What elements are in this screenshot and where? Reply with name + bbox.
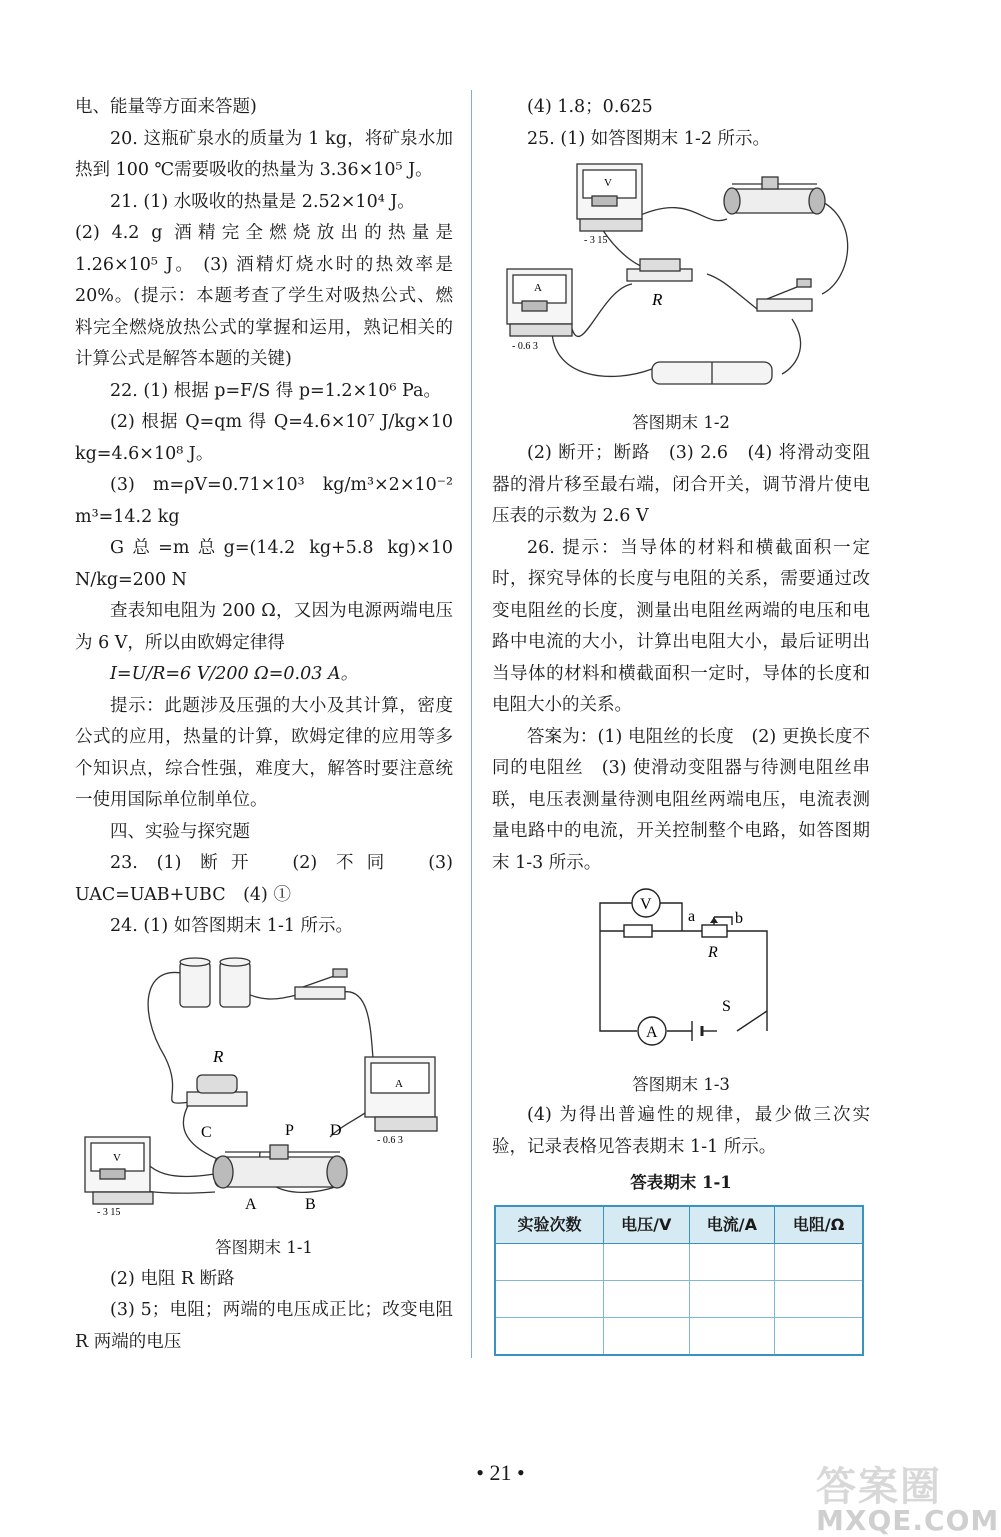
fig2-ammeter-face: A [534,282,542,294]
right-column [492,92,870,1356]
fig1-voltmeter-face: V [113,1151,121,1164]
section-heading: 四、实验与探究题 [110,821,250,842]
text-q25a: 25. (1) 如答图期末 1-2 所示。 [527,128,771,149]
fig3-label-point-a: a [688,908,696,925]
fig1-ammeter-ticks: - 0.6 3 [377,1134,403,1146]
figure-1-3 [492,883,870,1065]
table-header-row [495,1206,863,1244]
table-cell [604,1243,690,1280]
text-q22g: 提示：此题涉及压强的大小及其计算，密度公式的应用，热量的计算，欧姆定律的应用等多个知识点，综合性强，难度大，解答时要注意统一使用国际单位制单位。 [75,695,453,810]
fig3-label-a: A [646,1024,658,1041]
left-column [75,92,453,1358]
fig1-label-p: P [285,1121,294,1139]
text-q22f: I=U/R=6 V/200 Ω=0.03 A。 [110,664,359,684]
watermark-top: 答案圈 [816,1464,942,1510]
rheostat-icon [724,177,825,214]
table-title: 答表期末 1-1 [630,1173,732,1192]
column-divider [471,90,472,1358]
record-table [494,1205,864,1356]
text-q26a: 26. 提示：当导体的材料和横截面积一定时，探究导体的长度与电阻的关系，需要通过改变电阻丝的长度，测量出电阻丝两端的电压和电路中电流的大小，计算出电阻大小，最后证明出当导体的材料和横截面积一定时，导体的长度和电阻大小的关系。 [492,537,870,715]
circuit-diagram-2 [492,159,870,391]
fig1-label-r: R [213,1046,224,1066]
table-cell [495,1280,604,1317]
table-row [495,1280,863,1317]
resistor-icon [627,259,692,281]
text-q26c: (4) 为得出普遍性的规律，最少做三次实验，记录表格见答表期末 1-1 所示。 [492,1105,870,1157]
table-header-cell: 电压/V [604,1206,690,1244]
fig3-label-r: R [708,944,718,961]
resistor-icon [187,1075,247,1106]
text-q25b: (2) 断开；断路 (3) 2.6 (4) 将滑动变阻器的滑片移至最右端，闭合开关，调节滑片使电压表的示数为 2.6 V [492,443,870,526]
table-cell [689,1317,775,1355]
text-q24c: (3) 5；电阻；两端的电压成正比；改变电阻 R 两端的电压 [75,1300,453,1352]
fig2-label-r: R [652,290,663,309]
fig1-ammeter-face: A [395,1077,403,1090]
figure-caption-1: 答图期末 1-1 [215,1238,313,1257]
table-cell [604,1317,690,1355]
fig3-label-s: S [722,998,731,1015]
voltmeter-icon [85,1137,153,1204]
text-q24d: (4) 1.8；0.625 [527,97,653,117]
table-cell [689,1280,775,1317]
table-cell [495,1317,604,1355]
fig1-label-b: B [305,1195,316,1213]
text-p1: 电、能量等方面来答题) [75,97,257,117]
table-row [495,1317,863,1355]
figure-1-2 [492,159,870,403]
text-q23: 23. (1) 断开 (2) 不同 (3) UAC=UAB+UBC (4) ① [75,853,453,905]
table-cell [689,1243,775,1280]
text-q24a: 24. (1) 如答图期末 1-1 所示。 [110,916,354,936]
table-cell [775,1280,863,1317]
text-q22b: (2) 根据 Q=qm 得 Q=4.6×10⁷ J/kg×10 kg=4.6×10⁸ J。 [75,412,453,464]
figure-caption-2: 答图期末 1-2 [632,412,730,432]
slider-arrow-icon [710,917,718,923]
ammeter-icon [507,269,572,336]
table-header-cell: 电阻/Ω [775,1206,863,1244]
battery-icon [180,958,250,1007]
watermark-bottom: MXQE.COM [816,1504,1000,1537]
text-q26b: 答案为：(1) 电阻丝的长度 (2) 更换长度不同的电阻丝 (3) 使滑动变阻器与待测电阻丝串联，电压表测量待测电阻丝两端电压，电流表测量电路中的电流，开关控制整个电路，如答图期末 1-3 所示。 [492,726,870,873]
switch-icon [295,969,347,999]
ammeter-icon [365,1057,437,1131]
table-cell [495,1243,604,1280]
fig1-label-a: A [245,1195,257,1213]
circuit-diagram-3 [492,883,870,1053]
text-q21a: 21. (1) 水吸收的热量是 2.52×10⁴ J。 [110,191,415,212]
fig3-label-v: V [640,896,652,913]
figure-1-1 [75,947,453,1229]
table-cell [604,1280,690,1317]
text-q22d: G总=m总g=(14.2 kg+5.8 kg)×10 N/kg=200 N [75,538,453,590]
text-q21b: (2) 4.2 g 酒精完全燃烧放出的热量是 1.26×10⁵ J。 (3) 酒精灯烧水时的热效率是 20%。(提示：本题考查了学生对吸热公式、燃料完全燃烧放热公式的掌握和运用，熟记相关的计算公式是解答本题的关键) [75,223,453,369]
text-q24b: (2) 电阻 R 断路 [110,1268,235,1289]
text-q22a: 22. (1) 根据 p=F/S 得 p=1.2×10⁶ Pa。 [110,380,441,401]
table-header-cell: 实验次数 [495,1206,604,1244]
table-cell [775,1317,863,1355]
switch-icon [757,279,812,311]
text-q22c: (3) m=ρV=0.71×10³ kg/m³×2×10⁻² m³=14.2 kg [75,475,453,527]
fig1-label-c: C [201,1123,212,1141]
figure-caption-3: 答图期末 1-3 [632,1074,730,1094]
table-cell [775,1243,863,1280]
text-q20: 20. 这瓶矿泉水的质量为 1 kg，将矿泉水加热到 100 ℃需要吸收的热量为 3.36×10⁵ J。 [75,128,453,180]
watermark-logo [816,1455,1000,1537]
fig1-voltmeter-ticks: - 3 15 [97,1206,121,1217]
rheostat-icon [213,1145,347,1188]
fig3-label-point-b: b [735,910,743,927]
table-row [495,1243,863,1280]
table-header-cell: 电流/A [689,1206,775,1244]
page-number: • 21 • [476,1460,525,1485]
fig1-label-d: D [330,1121,342,1139]
text-q22e: 查表知电阻为 200 Ω，又因为电源两端电压为 6 V，所以由欧姆定律得 [75,601,453,653]
fig2-voltmeter-face: V [604,177,612,189]
fig2-ammeter-ticks: - 0.6 3 [512,341,538,352]
voltmeter-icon [577,164,642,231]
circuit-diagram-1 [75,947,453,1217]
fig2-voltmeter-ticks: - 3 15 [584,235,608,246]
battery-icon [652,362,772,384]
